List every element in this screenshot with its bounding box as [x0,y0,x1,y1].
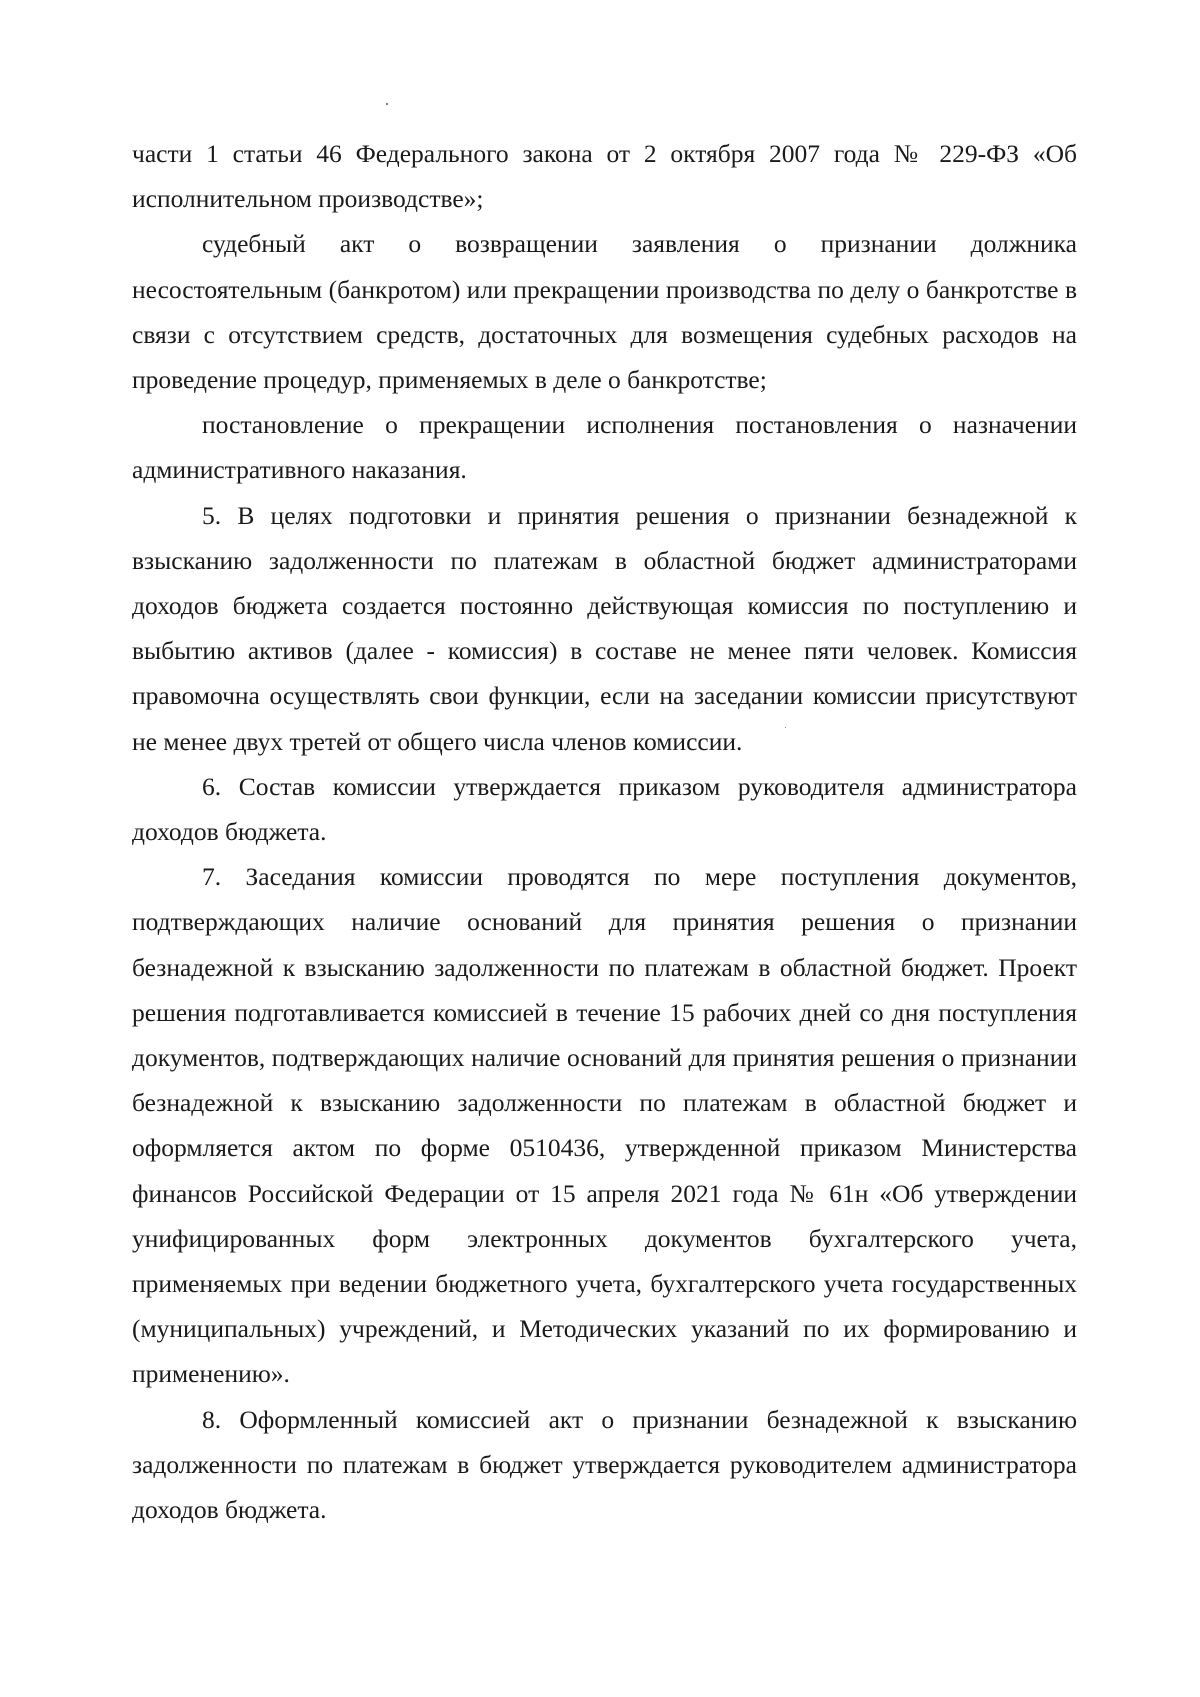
document-body [132,131,1077,1532]
paragraph-item-5: 5. В целях подготовки и принятия решения о признании безнадежной к взысканию задолженности по платежам в областной бюджет администраторами доходов бюджета создается постоянно действующая комиссия по поступлению и выбытию активов (далее - комиссия) в составе не менее пяти человек. Комиссия правомочна осуществлять свои функции, если на заседании комиссии присутствуют не менее двух третей от общего числа членов комиссии. [132,500,1077,756]
scan-dust-mark [386,103,388,105]
paragraph-item-6: 6. Состав комиссии утверждается приказом руководителя администратора доходов бюджета. [132,771,1077,847]
paragraph-resolution: постановление о прекращении исполнения постановления о назначении административного наказания. [132,410,1077,485]
paragraph-item-7: 7. Заседания комиссии проводятся по мере поступления документов, подтверждающих наличие оснований для принятия решения о признании безнадежной к взысканию задолженности по платежам в областной бюджет. Проект решения подготавливается комиссией в течение 15 рабочих дней со дня поступления документов, подтверждающих наличие оснований для принятия решения о признании безнадежной к взысканию задолженности по платежам в областной бюджет и оформляется актом по форме 0510436, утвержденной приказом Министерства финансов Российской Федерации от 15 апреля 2021 года № 61н «Об утверждении унифицированных форм электронных документов бухгалтерского учета, применяемых при ведении бюджетного учета, бухгалтерского учета государственных (муниципальных) учреждений, и Методических указаний по их формированию и применению». [132,862,1077,1389]
paragraph-continuation: части 1 статьи 46 Федерального закона от 2 октября 2007 года № 229-ФЗ «Об исполнительном производстве»; [132,139,1077,214]
paragraph-court-act: судебный акт о возвращении заявления о признании должника несостоятельным (банкротом) или прекращении производства по делу о банкротстве в связи с отсутствием средств, достаточных для возмещения судебных расходов на проведение процедур, применяемых в деле о банкротстве; [132,229,1077,395]
paragraph-item-8: 8. Оформленный комиссией акт о признании безнадежной к взысканию задолженности по платежам в бюджет утверждается руководителем администратора доходов бюджета. [132,1404,1077,1525]
